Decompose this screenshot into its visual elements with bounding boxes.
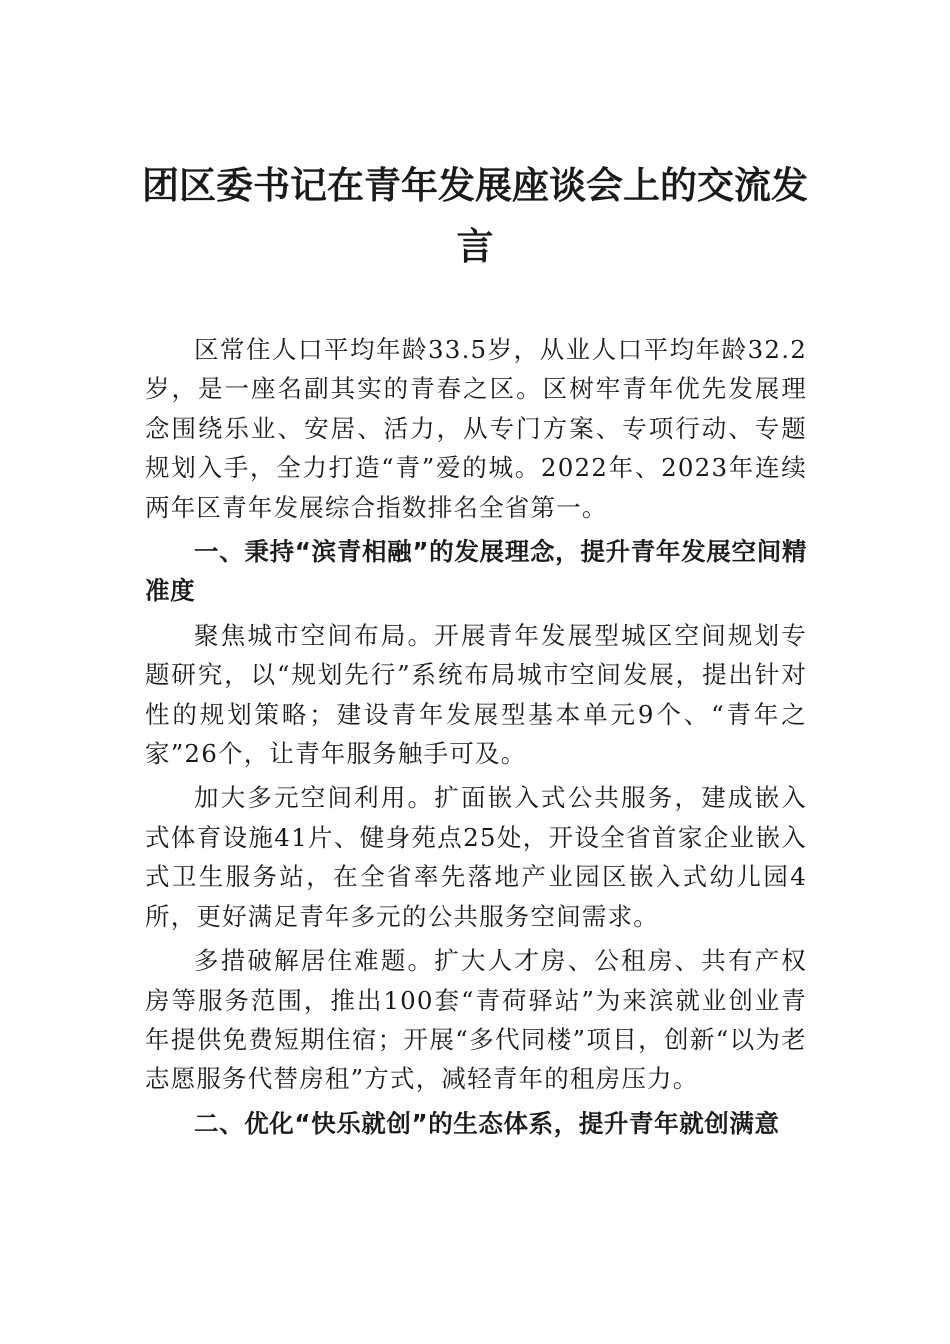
paragraph-space-usage: 加大多元空间利用。扩面嵌入式公共服务，建成嵌入式体育设施41片、健身苑点25处，开设全省首家企业嵌入式卫生服务站，在全省率先落地产业园区嵌入式幼儿园4所，更好满足青年多元的公共服务空间需求。 [145, 783, 807, 931]
paragraph-housing: 多措破解居住难题。扩大人才房、公租房、共有产权房等服务范围，推出100套“青荷驿站”为来滨就业创业青年提供免费短期住宿；开展“多代同楼”项目，创新“以为老志愿服务代替房租”方式，减轻青年的租房压力。 [145, 946, 807, 1094]
section-heading-2: 二、优化“快乐就创”的生态体系，提升青年就创满意 [194, 1108, 780, 1138]
document-body [145, 330, 807, 1143]
document-title: 团区委书记在青年发展座谈会上的交流发言 [142, 163, 808, 268]
section-heading-1: 一、秉持“滨青相融”的发展理念，提升青年发展空间精准度 [145, 537, 807, 606]
intro-paragraph: 区常住人口平均年龄33.5岁，从业人口平均年龄32.2岁，是一座名副其实的青春之区。区树牢青年优先发展理念围绕乐业、安居、活力，从专门方案、专项行动、专题规划入手，全力打造“青”爱的城。2022年、2023年连续两年区青年发展综合指数排名全省第一。 [145, 335, 807, 522]
paragraph-space-layout: 聚焦城市空间布局。开展青年发展型城区空间规划专题研究，以“规划先行”系统布局城市空间发展，提出针对性的规划策略；建设青年发展型基本单元9个、“青年之家”26个，让青年服务触手可及。 [145, 620, 807, 769]
